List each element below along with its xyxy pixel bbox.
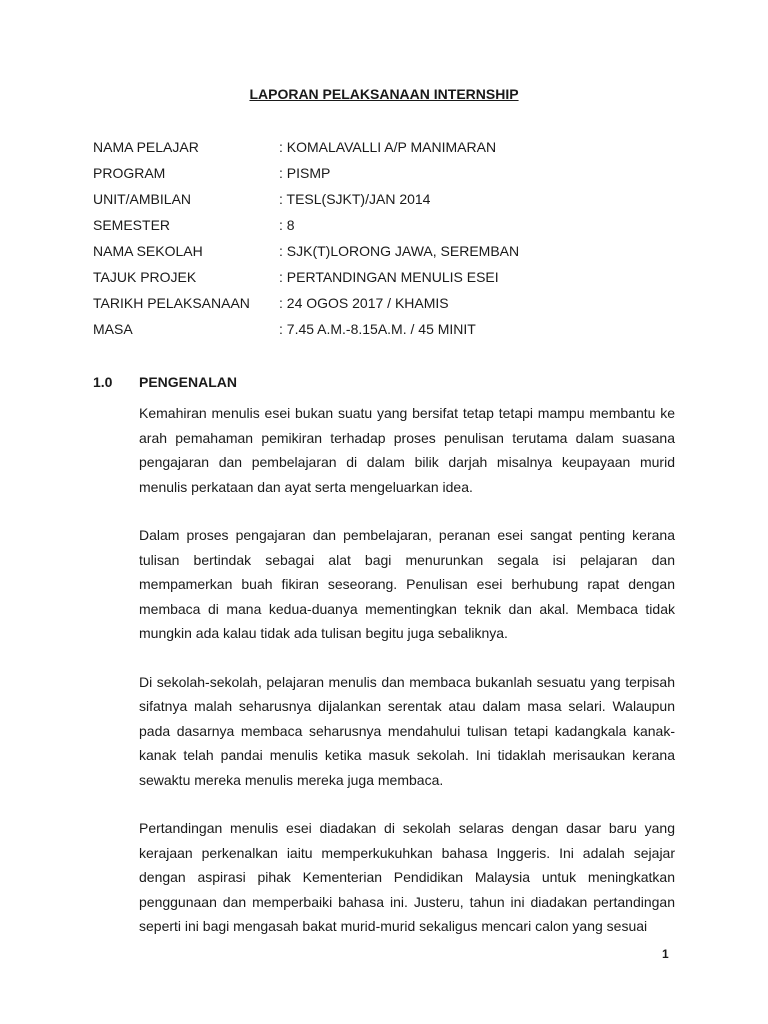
section-title: PENGENALAN	[139, 374, 238, 390]
info-value: : KOMALAVALLI A/P MANIMARAN	[279, 139, 497, 155]
section-number: 1.0	[93, 374, 113, 390]
info-label: TARIKH PELAKSANAAN	[93, 295, 250, 311]
info-value: : SJK(T)LORONG JAWA, SEREMBAN	[279, 243, 520, 259]
paragraph: Kemahiran menulis esei bukan suatu yang bersifat tetap tetapi mampu membantu ke arah pemahaman pemikiran terhadap proses penulisan terutama dalam suasana pengajaran dan pembelajaran di dalam bilik darjah misalnya keupayaan murid menulis perkataan dan ayat serta mengeluarkan idea.	[139, 405, 675, 495]
document-title: LAPORAN PELAKSANAAN INTERNSHIP	[249, 86, 519, 102]
paragraph: Di sekolah-sekolah, pelajaran menulis dan membaca bukanlah sesuatu yang terpisah sifatnya malah seharusnya dijalankan serentak atau dalam masa selari. Walaupun pada dasarnya membaca seharusnya mendahului tulisan tetapi kadangkala kanak-kanak telah pandai menulis ketika masuk sekolah. Ini tidaklah merisaukan kerana sewaktu mereka menulis mereka juga membaca.	[139, 673, 675, 788]
info-value: : TESL(SJKT)/JAN 2014	[279, 191, 431, 207]
info-row-student-name	[93, 138, 693, 164]
info-row-semester	[93, 216, 693, 242]
info-value: : PISMP	[279, 165, 331, 181]
info-value: : 24 OGOS 2017 / KHAMIS	[279, 295, 449, 311]
section-body	[139, 401, 675, 939]
info-label: SEMESTER	[93, 217, 171, 233]
paragraph: Dalam proses pengajaran dan pembelajaran, peranan esei sangat penting kerana tulisan bertindak sebagai alat bagi menurunkan segala isi pelajaran dan mempamerkan buah fikiran seseorang. Penulisan esei berhubung rapat dengan membaca di mana kedua-duanya mementingkan teknik dan akal. Membaca tidak mungkin ada kalau tidak ada tulisan begitu juga sebaliknya.	[139, 527, 675, 641]
info-row-project-title	[93, 268, 693, 294]
info-row-program	[93, 164, 693, 190]
info-row-implementation-date	[93, 294, 693, 320]
info-value: : PERTANDINGAN MENULIS ESEI	[279, 269, 499, 285]
info-label: TAJUK PROJEK	[93, 269, 197, 285]
info-row-time	[93, 320, 693, 346]
info-row-school-name	[93, 242, 693, 268]
info-label: NAMA SEKOLAH	[93, 243, 203, 259]
info-value: : 8	[279, 217, 295, 233]
info-label: MASA	[93, 321, 133, 337]
info-label: NAMA PELAJAR	[93, 139, 199, 155]
info-row-unit-intake	[93, 190, 693, 216]
info-label: UNIT/AMBILAN	[93, 191, 192, 207]
info-label: PROGRAM	[93, 165, 166, 181]
section-heading	[93, 374, 237, 390]
info-value: : 7.45 A.M.-8.15A.M. / 45 MINIT	[279, 321, 476, 337]
student-info-table	[93, 138, 693, 346]
page-number: 1	[662, 947, 669, 961]
paragraph: Pertandingan menulis esei diadakan di sekolah selaras dengan dasar baru yang kerajaan perkenalkan iaitu memperkukuhkan bahasa Inggeris. Ini adalah sejajar dengan aspirasi pihak Kementerian Pendidikan Malaysia untuk meningkatkan penggunaan dan memperbaiki bahasa ini. Justeru, tahun ini diadakan pertandingan seperti ini bagi mengasah bakat murid-murid sekaligus mencari calon yang sesuai	[139, 820, 675, 934]
